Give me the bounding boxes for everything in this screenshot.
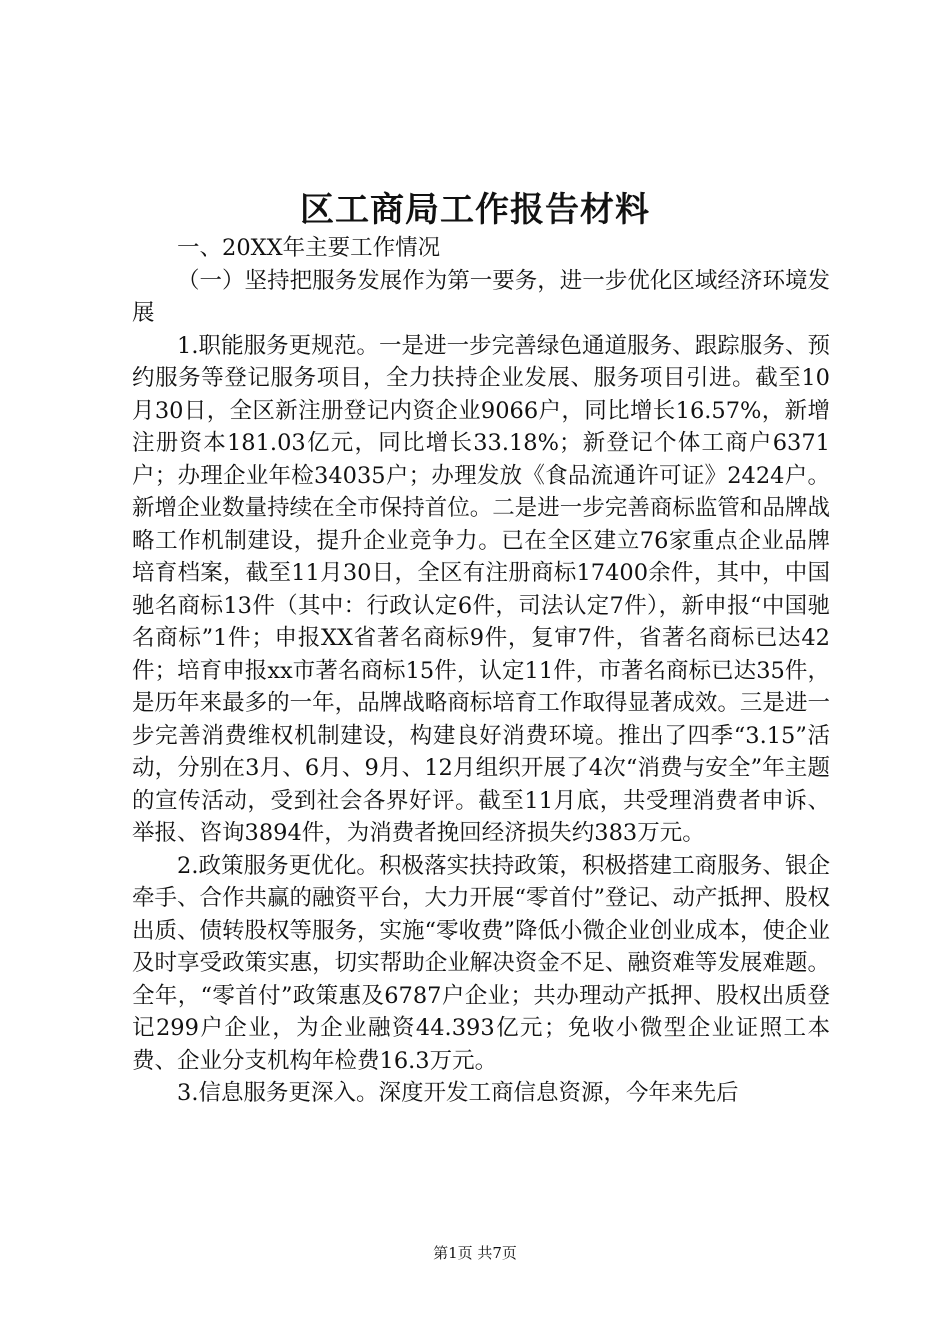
document-body (132, 232, 830, 1110)
subsection-heading: （一）坚持把服务发展作为第一要务，进一步优化区域经济环境发展 (132, 267, 830, 326)
paragraph-item-2: 2.政策服务更优化。积极落实扶持政策，积极搭建工商服务、银企牵手、合作共赢的融资平台，大力开展“零首付”登记、动产抵押、股权出质、债转股权等服务，实施“零收费”降低小微企业创业成本，使企业及时享受政策实惠，切实帮助企业解决资金不足、融资难等发展难题。全年，“零首付”政策惠及6787户企业；共办理动产抵押、股权出质登记299户企业，为企业融资44.393亿元；免收小微型企业证照工本费、企业分支机构年检费16.3万元。 (132, 852, 831, 1074)
paragraph-item-3: 3.信息服务更深入。深度开发工商信息资源，今年来先后 (177, 1080, 739, 1106)
document-title: 区工商局工作报告材料 (300, 190, 650, 230)
page-number-footer: 第1页 共7页 (433, 1244, 517, 1262)
section-heading: 一、20XX年主要工作情况 (177, 235, 441, 261)
paragraph-item-1: 1.职能服务更规范。一是进一步完善绿色通道服务、跟踪服务、预约服务等登记服务项目，全力扶持企业发展、服务项目引进。截至10月30日，全区新注册登记内资企业9066户，同比增长16.57%，新增注册资本181.03亿元，同比增长33.18%；新登记个体工商户6371户；办理企业年检34035户；办理发放《食品流通许可证》2424户。新增企业数量持续在全市保持首位。二是进一步完善商标监管和品牌战略工作机制建设，提升企业竞争力。已在全区建立76家重点企业品牌培育档案，截至11月30日，全区有注册商标17400余件，其中，中国驰名商标13件（其中：行政认定6件，司法认定7件），新申报“中国驰名商标”1件；申报XX省著名商标9件，复审7件，省著名商标已达42件；培育申报xx市著名商标15件，认定11件，市著名商标已达35件，是历年来最多的一年，品牌战略商标培育工作取得显著成效。三是进一步完善消费维权机制建设，构建良好消费环境。推出了四季“3.15”活动，分别在3月、6月、9月、12月组织开展了4次“消费与安全”年主题的宣传活动，受到社会各界好评。截至11月底，共受理消费者申诉、举报、咨询3894件，为消费者挽回经济损失约383万元。 (132, 332, 830, 846)
